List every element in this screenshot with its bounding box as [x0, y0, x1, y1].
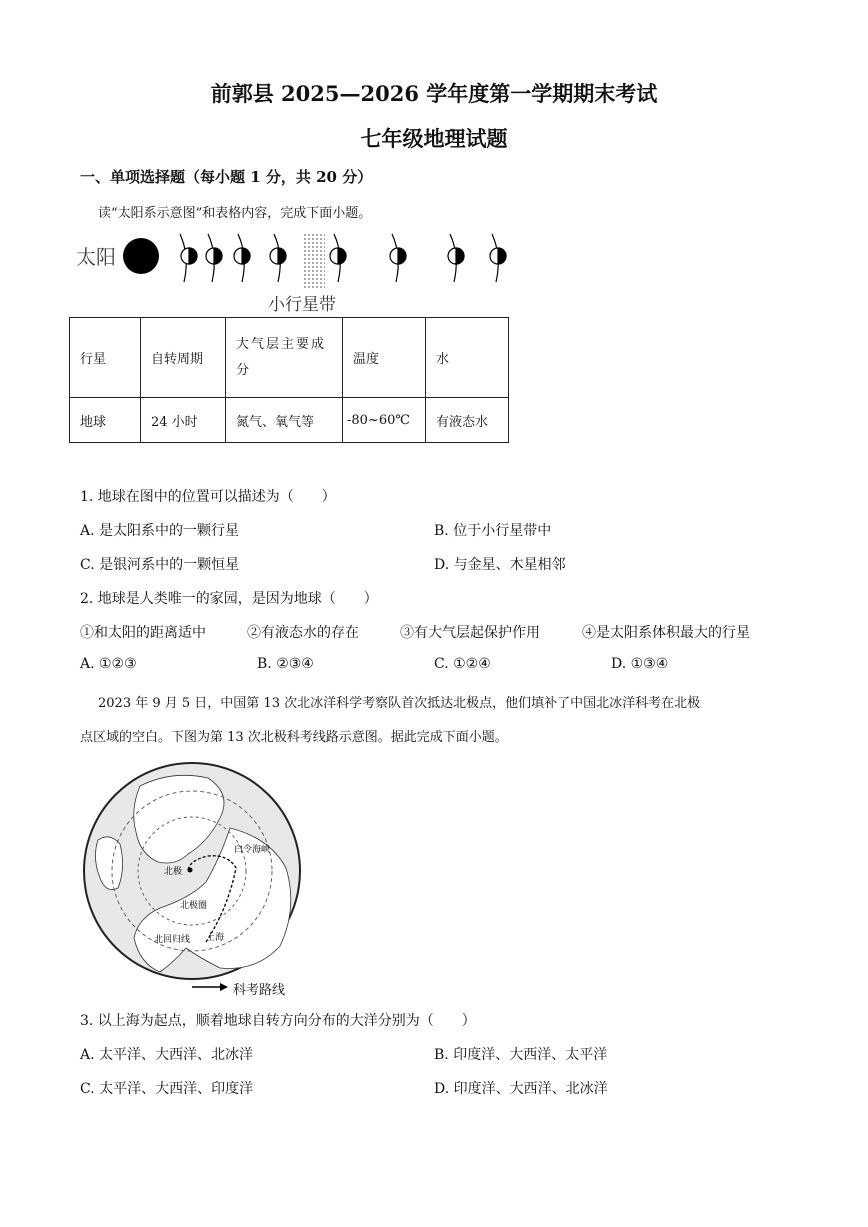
table-header-cell: 温度	[343, 318, 426, 398]
q2-statement-4: ④是太阳系体积最大的行星	[582, 625, 750, 641]
planet-table	[69, 317, 509, 443]
q2-statement-1: ①和太阳的距离适中	[80, 625, 206, 641]
section-heading: 一、单项选择题（每小题 1 分，共 20 分）	[80, 168, 373, 186]
q2-statement-2: ②有液态水的存在	[247, 625, 359, 641]
planet-uranus	[448, 234, 464, 282]
intro-text-2-line2: 点区域的空白。下图为第 13 次北极科考线路示意图。据此完成下面小题。	[80, 730, 508, 745]
exam-subtitle: 七年级地理试题	[360, 126, 508, 151]
solar-system-diagram	[72, 226, 522, 318]
table-row	[70, 398, 509, 443]
table-header-cell: 自转周期	[141, 318, 226, 398]
q1-option-d[interactable]: D. 与金星、木星相邻	[434, 557, 566, 573]
table-cell: 24 小时	[141, 398, 226, 443]
planet-neptune	[490, 234, 506, 282]
q1-option-a[interactable]: A. 是太阳系中的一颗行星	[80, 523, 240, 539]
q2-option-b[interactable]: B. ②③④	[257, 656, 314, 672]
table-cell: 地球	[70, 398, 141, 443]
planet-mercury	[180, 234, 197, 282]
map-label-pole: 北极	[164, 866, 183, 876]
planet-earth	[234, 234, 250, 282]
sun-label: 太阳	[76, 247, 116, 269]
q3-option-b[interactable]: B. 印度洋、大西洋、太平洋	[434, 1047, 608, 1063]
asteroid-belt	[303, 232, 325, 290]
map-label-bering: 白令海峡	[234, 844, 271, 854]
planet-jupiter	[330, 234, 346, 282]
table-header-cell: 水	[426, 318, 509, 398]
question-1-stem: 1. 地球在图中的位置可以描述为（ ）	[80, 489, 336, 505]
q3-option-d[interactable]: D. 印度洋、大西洋、北冰洋	[434, 1081, 608, 1097]
table-header-row	[70, 318, 509, 398]
intro-text-2-line1: 2023 年 9 月 5 日，中国第 13 次北冰洋科学考察队首次抵达北极点，他们填补了中国北冰洋科考在北极	[98, 696, 701, 711]
q2-statement-3: ③有大气层起保护作用	[400, 625, 540, 641]
q1-option-b[interactable]: B. 位于小行星带中	[434, 523, 552, 539]
planet-saturn	[390, 234, 406, 282]
arctic-route-map	[80, 758, 320, 998]
question-3-stem: 3. 以上海为起点，顺着地球自转方向分布的大洋分别为（ ）	[80, 1013, 476, 1029]
table-header-cell: 行星	[70, 318, 141, 398]
table-cell: 有液态水	[426, 398, 509, 443]
table-cell: -80~60℃	[343, 398, 426, 443]
q2-option-a[interactable]: A. ①②③	[80, 656, 137, 672]
map-label-tropic: 北回归线	[154, 934, 191, 944]
route-legend-arrow-icon	[190, 981, 230, 993]
q1-option-c[interactable]: C. 是银河系中的一颗恒星	[80, 557, 240, 573]
q3-option-a[interactable]: A. 太平洋、大西洋、北冰洋	[80, 1047, 254, 1063]
question-2-stem: 2. 地球是人类唯一的家园，是因为地球（ ）	[80, 591, 378, 607]
north-pole-marker	[188, 868, 193, 873]
q2-option-d[interactable]: D. ①③④	[611, 656, 669, 672]
planet-mars	[270, 234, 286, 282]
intro-text-1: 读“太阳系示意图”和表格内容，完成下面小题。	[98, 206, 372, 221]
planet-venus	[206, 234, 222, 282]
table-header-cell: 大气层主要成分	[226, 318, 343, 398]
exam-title: 前郭县 2025—2026 学年度第一学期期末考试	[210, 81, 658, 106]
map-label-arctic-circle: 北极圈	[180, 900, 208, 910]
map-label-shanghai: 上海	[206, 932, 225, 942]
table-cell: 氮气、氧气等	[226, 398, 343, 443]
asteroid-belt-label: 小行星带	[268, 295, 336, 314]
q3-option-c[interactable]: C. 太平洋、大西洋、印度洋	[80, 1081, 254, 1097]
route-legend-label: 科考路线	[233, 983, 286, 998]
q2-option-c[interactable]: C. ①②④	[434, 656, 491, 672]
sun-icon	[123, 238, 159, 274]
